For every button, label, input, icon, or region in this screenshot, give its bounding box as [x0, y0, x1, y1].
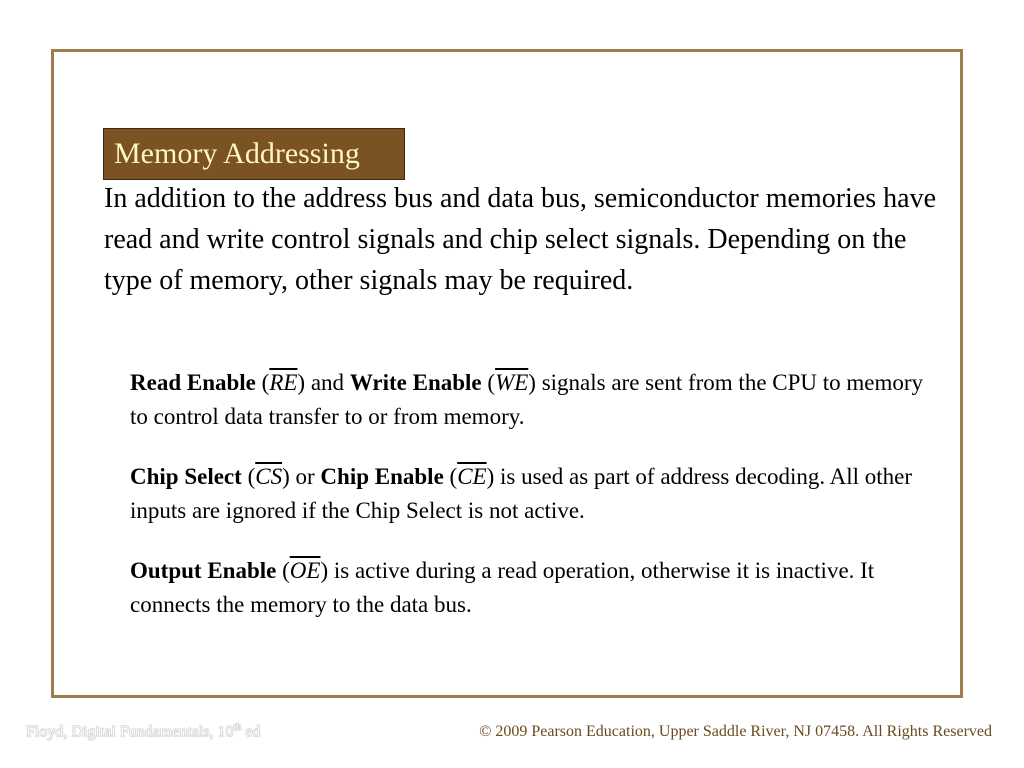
joiner-text: and: [310, 370, 345, 395]
footer-edition-suffix: ed: [241, 723, 261, 741]
bullet-body: is used as part of address decoding. All other inputs are ignored if the Chip Select is not active.: [130, 464, 913, 523]
term-write-enable: Write Enable: [349, 370, 482, 395]
signal-re: $\overline{RE}$: [269, 370, 298, 395]
slide-title: Memory Addressing: [103, 128, 405, 180]
footer-copyright: © 2009 Pearson Education, Upper Saddle River, NJ 07458. All Rights Reserved: [479, 723, 992, 740]
signal-we: $\overline{WE}$: [495, 370, 529, 395]
bullet-read-write-enable: Read Enable $(\overline{RE})$ and Write Enable $(\overline{WE})$ signals are sent from the CPU to memory to control data transfer to or from memory.: [130, 370, 924, 429]
signal-ce: $\overline{CE}$: [457, 464, 487, 489]
bullet-output-enable: Output Enable $(\overline{OE})$ is active during a read operation, otherwise it is inactive. It connects the memory to the data bus.: [130, 558, 875, 617]
joiner-text: or: [295, 464, 315, 489]
bullet-body: is active during a read operation, otherwise it is inactive. It connects the memory to the data bus.: [130, 558, 875, 617]
term-chip-enable: Chip Enable: [320, 464, 444, 489]
intro-paragraph: In addition to the address bus and data bus, semiconductor memories have read and write control signals and chip select signals. Depending on the type of memory, other signals may be required.: [104, 183, 937, 296]
signal-cs: $\overline{CS}$: [255, 464, 283, 489]
term-read-enable: Read Enable: [130, 370, 256, 395]
footer-book-title: Floyd, Digital Fundamentals, 10: [26, 723, 234, 741]
footer-edition-sup: th: [233, 722, 242, 733]
term-output-enable: Output Enable: [130, 558, 277, 583]
bullet-chip-select: Chip Select $(\overline{CS})$ or Chip Enable $(\overline{CE})$ is used as part of address decoding. All other inputs are ignored if the Chip Select is not active.: [130, 464, 913, 523]
term-chip-select: Chip Select: [130, 464, 242, 489]
signal-oe: $\overline{OE}$: [289, 558, 321, 583]
bullet-body: signals are sent from the CPU to memory to control data transfer to or from memory.: [130, 370, 924, 429]
footer-book-credit: [26, 722, 260, 741]
